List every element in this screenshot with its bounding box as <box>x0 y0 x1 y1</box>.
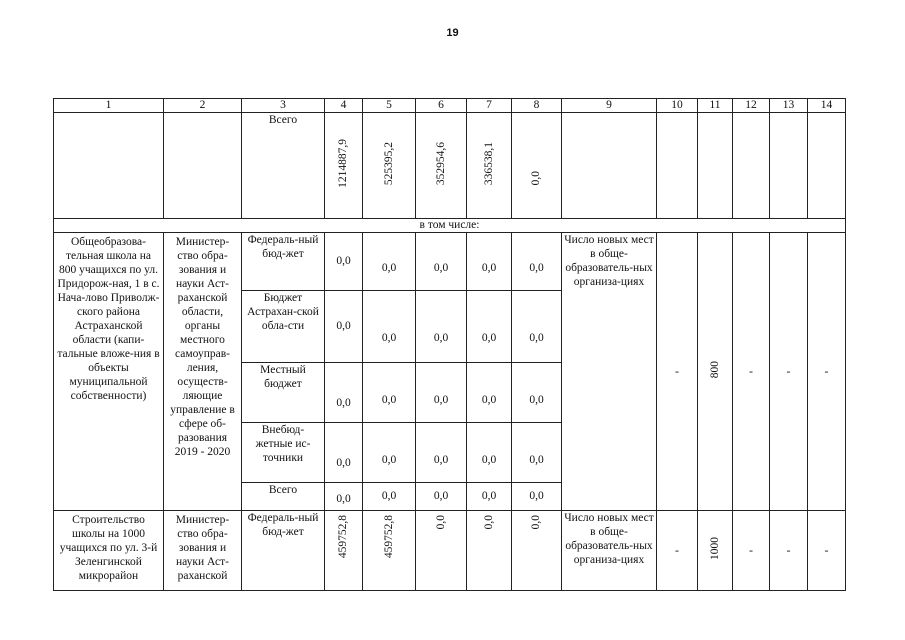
project2-executor: Министер-ство обра-зования и науки Аст-раханской <box>164 511 242 591</box>
total-value: 1214887,9 <box>337 139 350 188</box>
header-cell: 2 <box>164 99 242 113</box>
value-cell: 0,0 <box>416 233 467 291</box>
budget-table <box>53 98 846 591</box>
value-cell: 0,0 <box>363 363 416 423</box>
value-cell: 0,0 <box>325 363 363 423</box>
header-cell: 1 <box>54 99 164 113</box>
total-value: 525395,2 <box>382 141 395 186</box>
value-cell: 0,0 <box>363 483 416 511</box>
header-cell: 11 <box>698 99 733 113</box>
value-cell: 0,0 <box>325 483 363 511</box>
project1-col11: 800 <box>708 360 721 379</box>
value-cell: 0,0 <box>467 291 512 363</box>
value-cell: 0,0 <box>325 423 363 483</box>
header-cell: 9 <box>562 99 657 113</box>
total-value: 0,0 <box>530 171 543 186</box>
value-cell: 0,0 <box>512 423 562 483</box>
project2-col14: - <box>808 511 846 591</box>
project2-col11: 1000 <box>708 536 721 560</box>
total-value: 352954,6 <box>434 141 447 186</box>
project2-row-federal <box>54 511 846 591</box>
header-cell: 10 <box>657 99 698 113</box>
value-cell: 0,0 <box>467 423 512 483</box>
total-value: 336538,1 <box>482 141 495 186</box>
value-cell: 0,0 <box>530 515 543 530</box>
value-cell: 0,0 <box>467 483 512 511</box>
value-cell: 0,0 <box>416 483 467 511</box>
project1-executor: Министер-ство обра-зования и науки Аст-раханской области, органы местного самоуправ-ления, осуществ-ляющие управление в сфере об-разования 2019 - 2020 <box>164 233 242 511</box>
value-cell: 0,0 <box>416 291 467 363</box>
source-label: Федераль-ный бюд-жет <box>242 233 325 291</box>
source-label: Бюджет Астрахан-ской обла-сти <box>242 291 325 363</box>
header-cell: 4 <box>325 99 363 113</box>
value-cell: 0,0 <box>512 363 562 423</box>
project2-indicator: Число новых мест в обще-образователь-ных организа-циях <box>562 511 657 591</box>
in-that-number-row <box>54 219 846 233</box>
value-cell: 0,0 <box>512 291 562 363</box>
header-cell: 7 <box>467 99 512 113</box>
value-cell: 0,0 <box>416 423 467 483</box>
project1-object: Общеобразова-тельная школа на 800 учащихся по ул. Придорож-ная, 1 в с. Нача-лово Приволж-ского района Астраханской области (капи-тальные вложе-ния в объекты муниципальной собственности) <box>54 233 164 511</box>
value-cell: 0,0 <box>434 515 447 530</box>
header-row <box>54 99 846 113</box>
header-cell: 13 <box>770 99 808 113</box>
source-label: Местный бюджет <box>242 363 325 423</box>
header-cell: 14 <box>808 99 846 113</box>
header-cell: 5 <box>363 99 416 113</box>
header-cell: 6 <box>416 99 467 113</box>
value-cell: 459752,8 <box>382 515 395 559</box>
header-cell: 3 <box>242 99 325 113</box>
project1-col14: - <box>808 233 846 511</box>
header-cell: 12 <box>733 99 770 113</box>
in-that-number-label: в том числе: <box>54 219 846 233</box>
project2-col10: - <box>657 511 698 591</box>
source-label: Внебюд-жетные ис-точники <box>242 423 325 483</box>
value-cell: 459752,8 <box>337 515 350 559</box>
project1-indicator: Число новых мест в обще-образователь-ных организа-циях <box>562 233 657 511</box>
source-label: Всего <box>242 483 325 511</box>
header-cell: 8 <box>512 99 562 113</box>
value-cell: 0,0 <box>512 483 562 511</box>
page-number: 19 <box>446 27 459 39</box>
source-label: Федераль-ный бюд-жет <box>242 511 325 591</box>
project2-col13: - <box>770 511 808 591</box>
value-cell: 0,0 <box>416 363 467 423</box>
value-cell: 0,0 <box>325 291 363 363</box>
project1-col10: - <box>657 233 698 511</box>
value-cell: 0,0 <box>363 233 416 291</box>
value-cell: 0,0 <box>467 363 512 423</box>
total-row <box>54 113 846 219</box>
project1-row-federal <box>54 233 846 291</box>
project2-object: Строительство школы на 1000 учащихся по ул. 3-й Зеленгинской микрорайон <box>54 511 164 591</box>
value-cell: 0,0 <box>482 515 495 530</box>
value-cell: 0,0 <box>363 423 416 483</box>
value-cell: 0,0 <box>363 291 416 363</box>
value-cell: 0,0 <box>512 233 562 291</box>
project1-col13: - <box>770 233 808 511</box>
project1-col12: - <box>733 233 770 511</box>
value-cell: 0,0 <box>325 233 363 291</box>
value-cell: 0,0 <box>467 233 512 291</box>
total-label: Всего <box>242 113 325 219</box>
project2-col12: - <box>733 511 770 591</box>
